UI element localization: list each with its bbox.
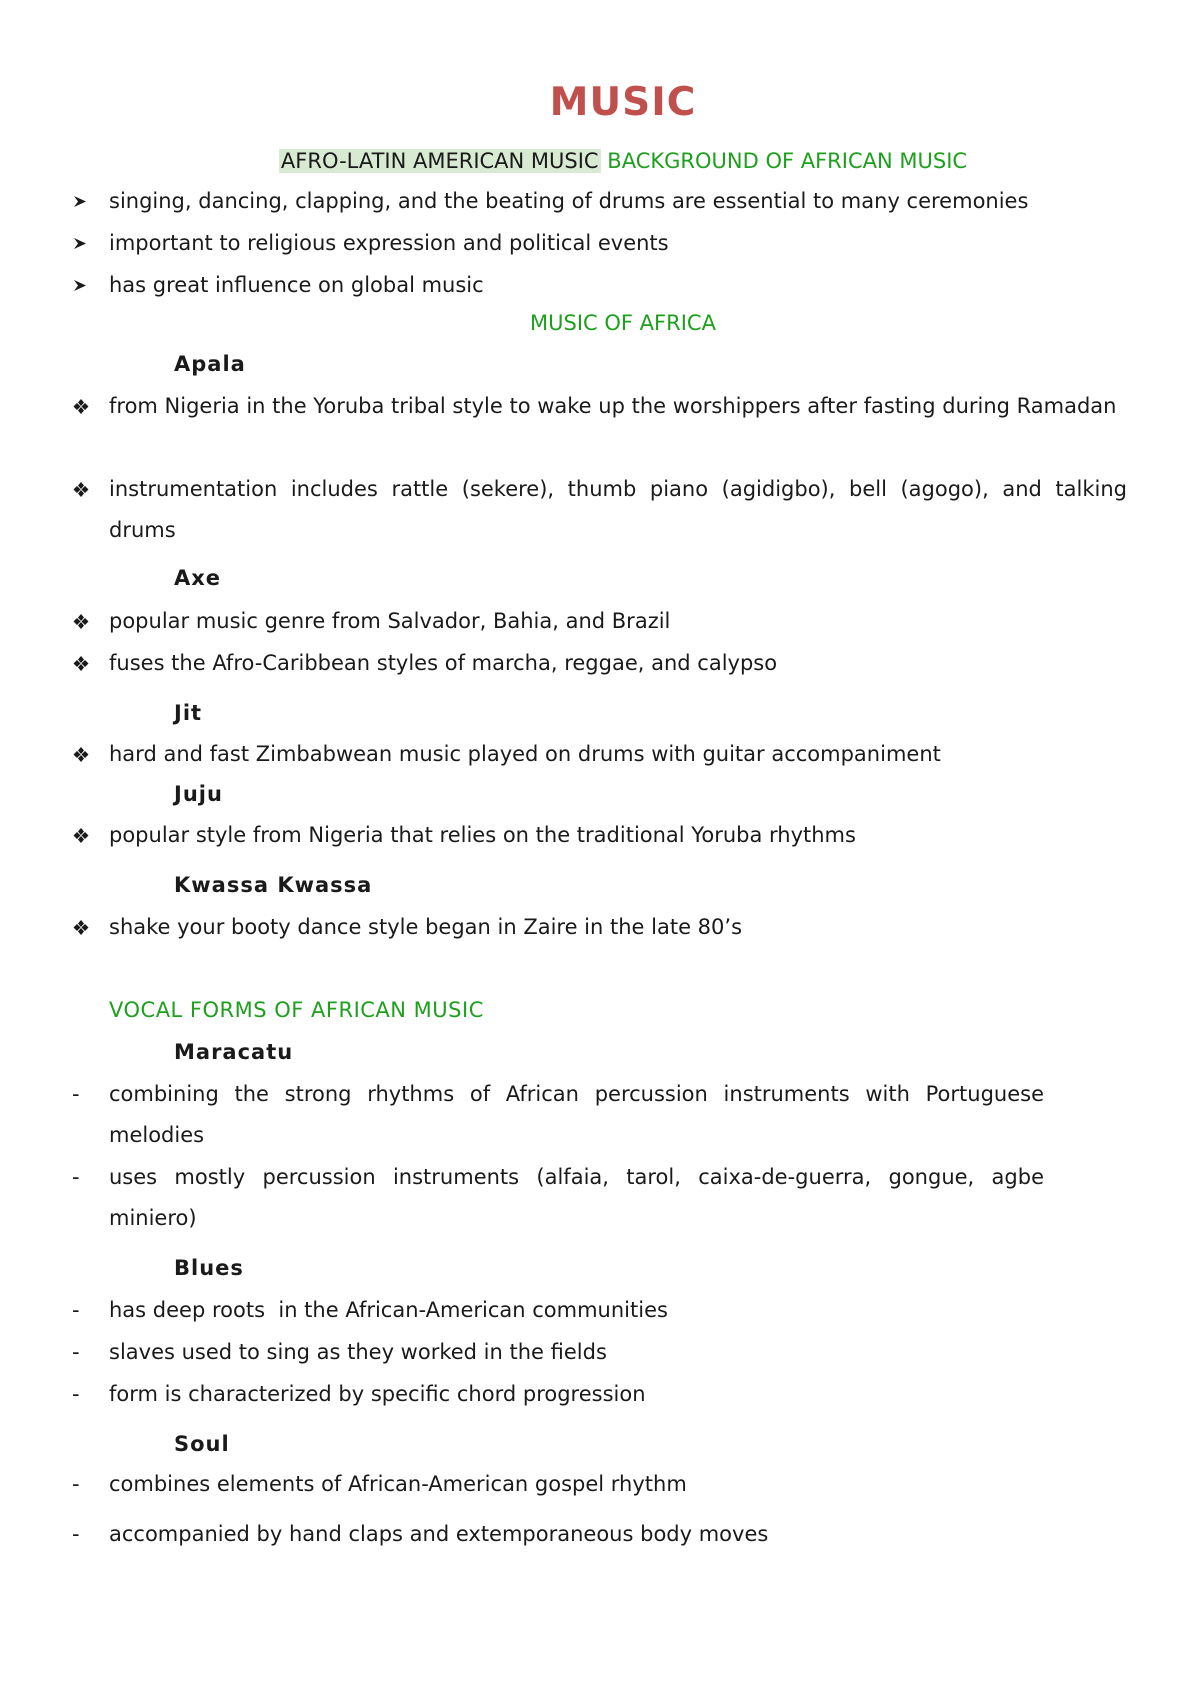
dash-bullet: - — [72, 1298, 80, 1322]
diamond-bullet-icon — [72, 643, 102, 684]
genre-heading: Kwassa Kwassa — [174, 873, 373, 897]
genre-heading: Soul — [174, 1432, 230, 1456]
header-line — [0, 146, 1200, 176]
genre-heading: Maracatu — [174, 1040, 294, 1064]
dash-bullet: - — [72, 1522, 80, 1546]
arrow-bullet-icon — [72, 223, 102, 264]
genre-heading: Blues — [174, 1256, 244, 1280]
diamond-bullet-icon — [72, 601, 102, 642]
diamond-bullet-icon — [72, 815, 102, 856]
genre-heading: Juju — [174, 782, 223, 806]
genre-heading: Axe — [174, 566, 222, 590]
diamond-bullet-icon — [72, 386, 102, 427]
list-item: - combining the strong rhythms of African percussion instruments with Portuguese melodies — [72, 1074, 1132, 1156]
background-heading: BACKGROUND OF AFRICAN MUSIC — [607, 149, 968, 173]
dash-bullet: - — [72, 1382, 80, 1406]
section-heading-music-of-africa: MUSIC OF AFRICA — [530, 311, 716, 335]
diamond-bullet-icon — [72, 734, 102, 775]
document-page: MUSIC AFRO-LATIN AMERICAN MUSIC BACKGROUND OF AFRICAN MUSIC singing, dancing, clapping, and the beating of drums are essential to many ceremonies important to religious expression and political events has great influence on global music MUSIC OF AFRICA Apala from Nigeria in the Yoruba tribal style to wake up the worshippers after fasting during Ramadan instrumentation includes rattle (sekere), thumb piano (agidigbo), bell (agogo), and talking drums Axe popular music genre from Salvador, Bahia, and Brazil fuses the Afro-Caribbean styles of marcha, reggae, and calypso Jit hard and fast Zimbabwean music played on drums with guitar accompaniment Juju popular style from Nigeria that relies on the traditional Yoruba rhythms Kwassa Kwassa shake your booty dance style began in Zaire in the late 80’s VOCAL FORMS OF AFRICAN MUSIC Maracatu - combining the strong rhythms of African percussion instruments with Portuguese melodies - uses mostly percussion instruments (alfaia, tarol, caixa-de-guerra, gongue, agbe miniero) Blues - has deep roots in the African-American communities - slaves used to sing as they worked in the fields - form is characterized by specific chord progression Soul - combines elements of African-American gospel rhythm - accompanied by hand claps and extemporaneous body moves — [0, 0, 1200, 1696]
diamond-bullet-icon — [72, 469, 102, 510]
page-title: MUSIC — [549, 80, 697, 125]
dash-bullet: - — [72, 1472, 80, 1496]
genre-heading: Apala — [174, 352, 246, 376]
list-item: instrumentation includes rattle (sekere), thumb piano (agidigbo), bell (agogo), and talking drums — [72, 469, 1132, 551]
highlighted-heading: AFRO-LATIN AMERICAN MUSIC — [280, 149, 599, 173]
list-item: - uses mostly percussion instruments (alfaia, tarol, caixa-de-guerra, gongue, agbe miniero) — [72, 1157, 1132, 1239]
arrow-bullet-icon — [72, 265, 102, 306]
dash-bullet: - — [72, 1340, 80, 1364]
genre-heading: Jit — [174, 701, 203, 725]
dash-bullet: - — [72, 1165, 80, 1189]
diamond-bullet-icon — [72, 907, 102, 948]
dash-bullet: - — [72, 1082, 80, 1106]
section-heading-vocal-forms: VOCAL FORMS OF AFRICAN MUSIC — [109, 998, 484, 1022]
list-item: from Nigeria in the Yoruba tribal style to wake up the worshippers after fasting during Ramadan — [72, 386, 1132, 468]
arrow-bullet-icon — [72, 181, 102, 222]
